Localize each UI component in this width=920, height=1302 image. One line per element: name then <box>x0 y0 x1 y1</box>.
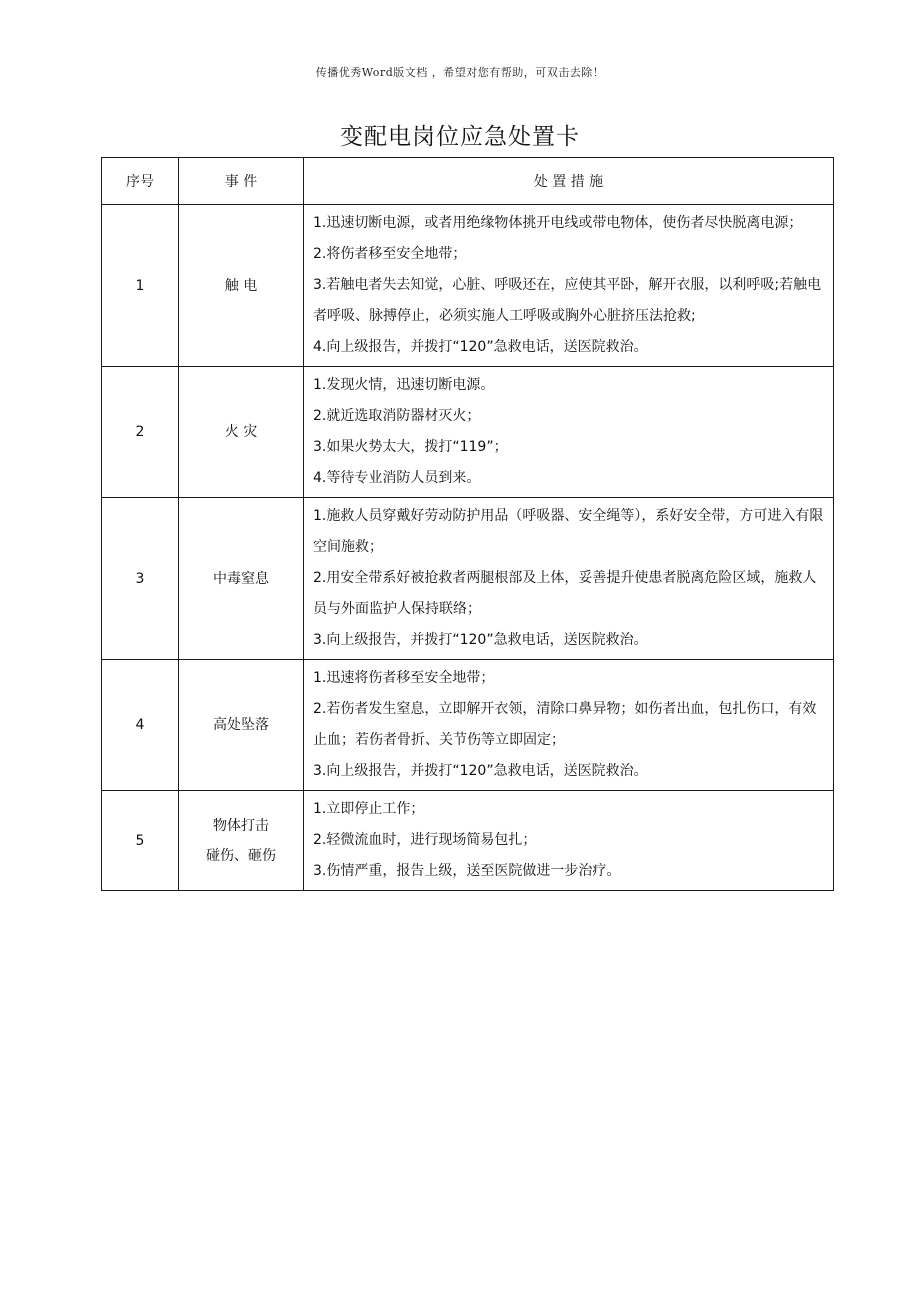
header-event: 事 件 <box>179 158 304 205</box>
row-number: 2 <box>102 367 179 498</box>
event-name: 火 灾 <box>224 424 258 440</box>
event-name: 高处坠落 <box>213 717 269 733</box>
measure-item: 2.轻微流血时，进行现场简易包扎； <box>313 832 537 848</box>
event-cell <box>179 498 304 660</box>
measure-item: 1.施救人员穿戴好劳动防护用品（呼吸器、安全绳等），系好安全带，方可进入有限空间施救； <box>313 508 824 555</box>
page-title: 变配电岗位应急处置卡 <box>340 124 580 150</box>
table-row <box>102 791 834 891</box>
emergency-card-table <box>101 157 834 891</box>
measure-item: 3.向上级报告，并拨打“120”急救电话，送医院救治。 <box>313 632 648 648</box>
header-num: 序号 <box>102 158 179 205</box>
row-number: 3 <box>102 498 179 660</box>
measure-item: 3.向上级报告，并拨打“120”急救电话，送医院救治。 <box>313 763 648 779</box>
table-body <box>102 205 834 891</box>
event-cell <box>179 367 304 498</box>
measure-item: 3.伤情严重，报告上级，送至医院做进一步治疗。 <box>313 863 621 879</box>
measure-item: 2.将伤者移至安全地带； <box>313 246 467 262</box>
table-row <box>102 205 834 367</box>
measure-item: 3.若触电者失去知觉，心脏、呼吸还在，应使其平卧，解开衣服，以利呼吸;若触电者呼吸、脉搏停止，必须实施人工呼吸或胸外心脏挤压法抢救; <box>313 277 822 324</box>
event-cell <box>179 660 304 791</box>
row-number: 1 <box>102 205 179 367</box>
measure-item: 2.用安全带系好被抢救者两腿根部及上体，妥善提升使患者脱离危险区域，施救人员与外面监护人保持联络； <box>313 570 817 617</box>
table-row <box>102 660 834 791</box>
measure-item: 4.向上级报告，并拨打“120”急救电话，送医院救治。 <box>313 339 648 355</box>
measure-item: 2.若伤者发生窒息，立即解开衣领，清除口鼻异物；如伤者出血，包扎伤口，有效止血；若伤者骨折、关节伤等立即固定； <box>313 701 817 748</box>
measure-item: 1.迅速切断电源，或者用绝缘物体挑开电线或带电物体，使伤者尽快脱离电源； <box>313 215 803 231</box>
measures-cell <box>304 367 834 498</box>
measure-item: 1.迅速将伤者移至安全地带； <box>313 670 495 686</box>
table-row <box>102 367 834 498</box>
header-measures: 处 置 措 施 <box>304 158 834 205</box>
measures-cell <box>304 205 834 367</box>
table-row <box>102 498 834 660</box>
row-number: 4 <box>102 660 179 791</box>
measure-item: 2.就近选取消防器材灭火； <box>313 408 481 424</box>
measures-cell <box>304 498 834 660</box>
measure-item: 4.等待专业消防人员到来。 <box>313 470 481 486</box>
header-note: 传播优秀Word版文档 ，希望对您有帮助，可双击去除！ <box>315 66 605 79</box>
event-cell <box>179 791 304 891</box>
event-name: 触 电 <box>224 277 258 294</box>
event-name: 碰伤、砸伤 <box>206 847 276 864</box>
table-header-row <box>102 158 834 205</box>
measure-item: 1.立即停止工作； <box>313 801 425 817</box>
measures-cell <box>304 660 834 791</box>
event-cell <box>179 205 304 367</box>
measure-item: 3.如果火势太大，拨打“119”； <box>313 439 508 455</box>
measure-item: 1.发现火情，迅速切断电源。 <box>313 377 495 393</box>
event-name: 物体打击 <box>213 817 269 834</box>
event-name: 中毒窒息 <box>213 570 269 587</box>
row-number: 5 <box>102 791 179 891</box>
measures-cell <box>304 791 834 891</box>
